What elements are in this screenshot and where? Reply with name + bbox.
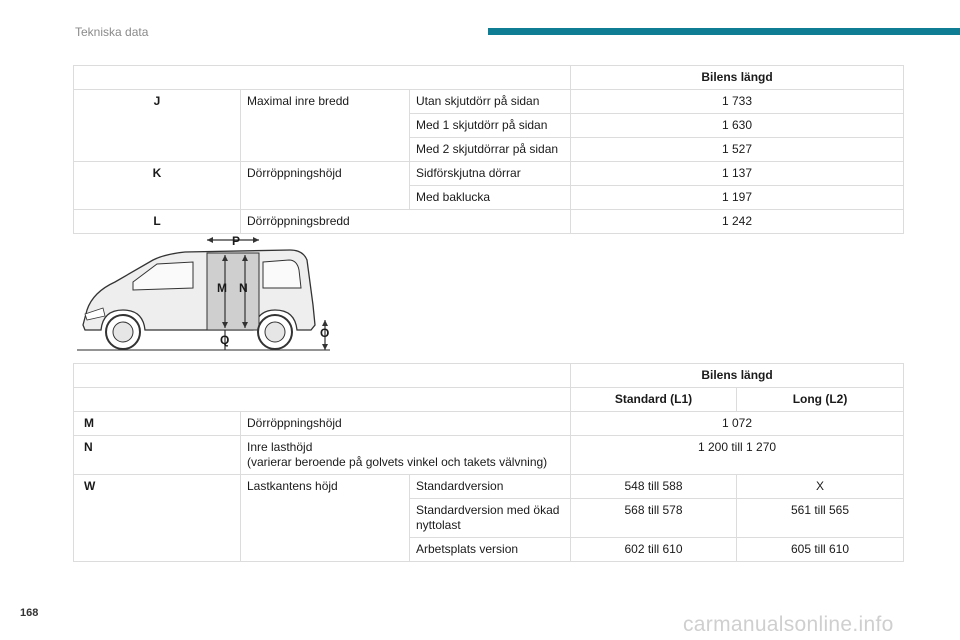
dimension-value: 1 137 bbox=[571, 162, 904, 186]
table-row bbox=[74, 436, 904, 475]
dimension-variant: Med 1 skjutdörr på sidan bbox=[410, 114, 571, 138]
dimension-value: 1 242 bbox=[571, 210, 904, 234]
table-subheader-row bbox=[74, 388, 904, 412]
column-header: Bilens längd bbox=[571, 66, 904, 90]
dimension-value: 1 200 till 1 270 bbox=[571, 436, 904, 475]
dimension-label-main: Inre lasthöjd bbox=[247, 440, 313, 454]
dimension-label bbox=[241, 436, 571, 475]
dimension-label: Dörröppningsbredd bbox=[241, 210, 571, 234]
dimension-key: W bbox=[74, 475, 241, 562]
dimension-key: L bbox=[74, 210, 241, 234]
column-subheader-l1: Standard (L1) bbox=[571, 388, 737, 412]
watermark: carmanualsonline.info bbox=[683, 613, 894, 636]
section-title: Tekniska data bbox=[75, 25, 149, 39]
dimension-variant: Standardversion bbox=[410, 475, 571, 499]
dimension-value-l1: 548 till 588 bbox=[571, 475, 737, 499]
column-subheader-l2: Long (L2) bbox=[737, 388, 904, 412]
dimensions-table-2 bbox=[73, 363, 904, 562]
dimension-label-n: N bbox=[239, 281, 248, 295]
dimension-label-q: Q bbox=[220, 333, 230, 347]
dimension-value: 1 197 bbox=[571, 186, 904, 210]
dimension-value: 1 630 bbox=[571, 114, 904, 138]
dimension-label: Lastkantens höjd bbox=[241, 475, 410, 562]
dimension-value: 1 072 bbox=[571, 412, 904, 436]
dimension-key: N bbox=[74, 436, 241, 475]
dimension-value-l2: X bbox=[737, 475, 904, 499]
dimension-key: K bbox=[74, 162, 241, 210]
dimension-variant: Med baklucka bbox=[410, 186, 571, 210]
page-number: 168 bbox=[20, 607, 39, 619]
dimension-variant: Arbetsplats version bbox=[410, 538, 571, 562]
dimension-value: 1 527 bbox=[571, 138, 904, 162]
dimension-label-m: M bbox=[217, 281, 227, 295]
dimension-key: J bbox=[74, 90, 241, 162]
dimension-label: Maximal inre bredd bbox=[241, 90, 410, 162]
dimension-label: Dörröppningshöjd bbox=[241, 162, 410, 210]
dimension-key: M bbox=[74, 412, 241, 436]
dimensions-table-1 bbox=[73, 65, 904, 234]
table-header-row bbox=[74, 66, 904, 90]
dimension-label-o: O bbox=[320, 326, 330, 340]
dimension-label-note: (varierar beroende på golvets vinkel och takets välvning) bbox=[247, 455, 548, 469]
table-row bbox=[74, 162, 904, 186]
table-row bbox=[74, 412, 904, 436]
dimension-value-l1: 602 till 610 bbox=[571, 538, 737, 562]
dimension-label: Dörröppningshöjd bbox=[241, 412, 571, 436]
dimension-value-l2: 561 till 565 bbox=[737, 499, 904, 538]
header-accent-bar bbox=[488, 28, 960, 35]
column-header: Bilens längd bbox=[571, 364, 904, 388]
dimension-variant: Standardversion med ökad nyttolast bbox=[410, 499, 571, 538]
vehicle-side-diagram bbox=[75, 230, 340, 355]
dimension-value-l1: 568 till 578 bbox=[571, 499, 737, 538]
dimension-variant: Utan skjutdörr på sidan bbox=[410, 90, 571, 114]
dimension-variant: Sidförskjutna dörrar bbox=[410, 162, 571, 186]
dimension-value-l2: 605 till 610 bbox=[737, 538, 904, 562]
table-row bbox=[74, 90, 904, 114]
table-row bbox=[74, 475, 904, 499]
dimension-variant: Med 2 skjutdörrar på sidan bbox=[410, 138, 571, 162]
table-header-row bbox=[74, 364, 904, 388]
dimension-value: 1 733 bbox=[571, 90, 904, 114]
dimension-label-p: P bbox=[232, 234, 241, 248]
